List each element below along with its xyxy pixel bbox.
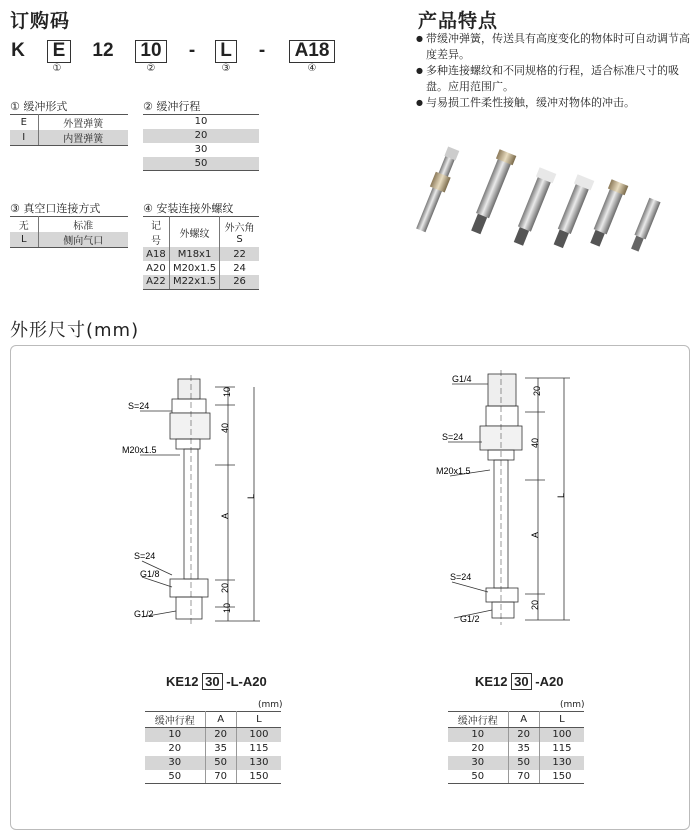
dim-d1: 20 <box>532 385 542 396</box>
dimensions-title: 外形尺寸(mm) <box>10 320 140 341</box>
marker-3: ③ <box>221 63 231 74</box>
dim-d5: 20 <box>220 582 230 593</box>
code-size: 12 <box>92 40 114 61</box>
model-left: KE12 30 -L-A20 <box>166 674 267 689</box>
dim-d3: A <box>220 512 230 519</box>
dim-d1: 10 <box>222 386 232 397</box>
dim-d4: L <box>246 493 256 499</box>
marker-4: ④ <box>307 63 317 74</box>
dim-table-left: 缓冲行程 A L 10 20 100 20 35 115 30 50 130 50 70 150 <box>145 711 281 784</box>
features-title: 产品特点 <box>418 10 499 32</box>
unit-left: (mm) <box>258 700 283 710</box>
feature-item: ● 与易损工件柔性接触，缓冲对物体的冲击。 <box>416 95 694 111</box>
drawing-left <box>120 375 270 635</box>
dim-d6: 10 <box>222 602 232 613</box>
code-prefix: K <box>11 40 25 61</box>
dim-d2: 40 <box>220 422 230 433</box>
unit-right: (mm) <box>560 700 585 710</box>
product-photo <box>405 140 690 275</box>
marker-2: ② <box>146 63 156 74</box>
features-list <box>416 31 694 111</box>
label-s-bottom: S=24 <box>134 551 156 561</box>
mount-thread-title: ④ 安装连接外螺纹 <box>143 202 234 215</box>
label-g2: G1/2 <box>134 609 154 619</box>
buffer-form-title: ① 缓冲形式 <box>10 100 68 113</box>
dim-d2: 40 <box>530 437 540 448</box>
dim-d4: L <box>556 492 566 498</box>
code-port: L <box>215 40 237 63</box>
label-thread: M20x1.5 <box>122 445 157 455</box>
marker-1: ① <box>52 63 62 74</box>
code-dash: - <box>258 40 266 61</box>
dim-d3: A <box>530 531 540 538</box>
label-g2: G1/2 <box>460 614 480 624</box>
code-dash: - <box>188 40 196 61</box>
order-code-title: 订购码 <box>10 10 71 32</box>
code-thread: A18 <box>289 40 335 63</box>
stroke-title: ② 缓冲行程 <box>143 100 201 113</box>
code-buffer-form: E <box>47 40 71 63</box>
code-stroke: 10 <box>135 40 167 63</box>
feature-item: ● 带缓冲弹簧，传送具有高度变化的物体时可自动调节高度差异。 <box>416 31 694 63</box>
label-s-top: S=24 <box>128 401 150 411</box>
label-g-top: G1/4 <box>452 374 472 384</box>
stroke-table: 10 20 30 50 <box>143 114 259 171</box>
model-right: KE12 30 -A20 <box>475 674 564 689</box>
label-thread: M20x1.5 <box>436 466 471 476</box>
label-s-top: S=24 <box>442 432 464 442</box>
label-s-bottom: S=24 <box>450 572 472 582</box>
vacuum-port-title: ③ 真空口连接方式 <box>10 202 101 215</box>
feature-item: ● 多种连接螺纹和不同规格的行程，适合标准尺寸的吸盘。应用范围广。 <box>416 63 694 95</box>
dimensions-frame <box>10 345 690 830</box>
mount-thread-table: 记号 外螺纹 外六角S A18 M18x1 22 A20 M20x1.5 24 A22 M22x1.5 26 <box>143 216 259 290</box>
label-g1: G1/8 <box>140 569 160 579</box>
drawing-right <box>430 370 580 632</box>
vacuum-port-table: 无 标准 L 侧向气口 <box>10 216 128 248</box>
dim-table-right: 缓冲行程 A L 10 20 100 20 35 115 30 50 130 50 70 150 <box>448 711 584 784</box>
dim-d5: 20 <box>530 599 540 610</box>
buffer-form-table: E 外置弹簧 I 内置弹簧 <box>10 114 128 146</box>
